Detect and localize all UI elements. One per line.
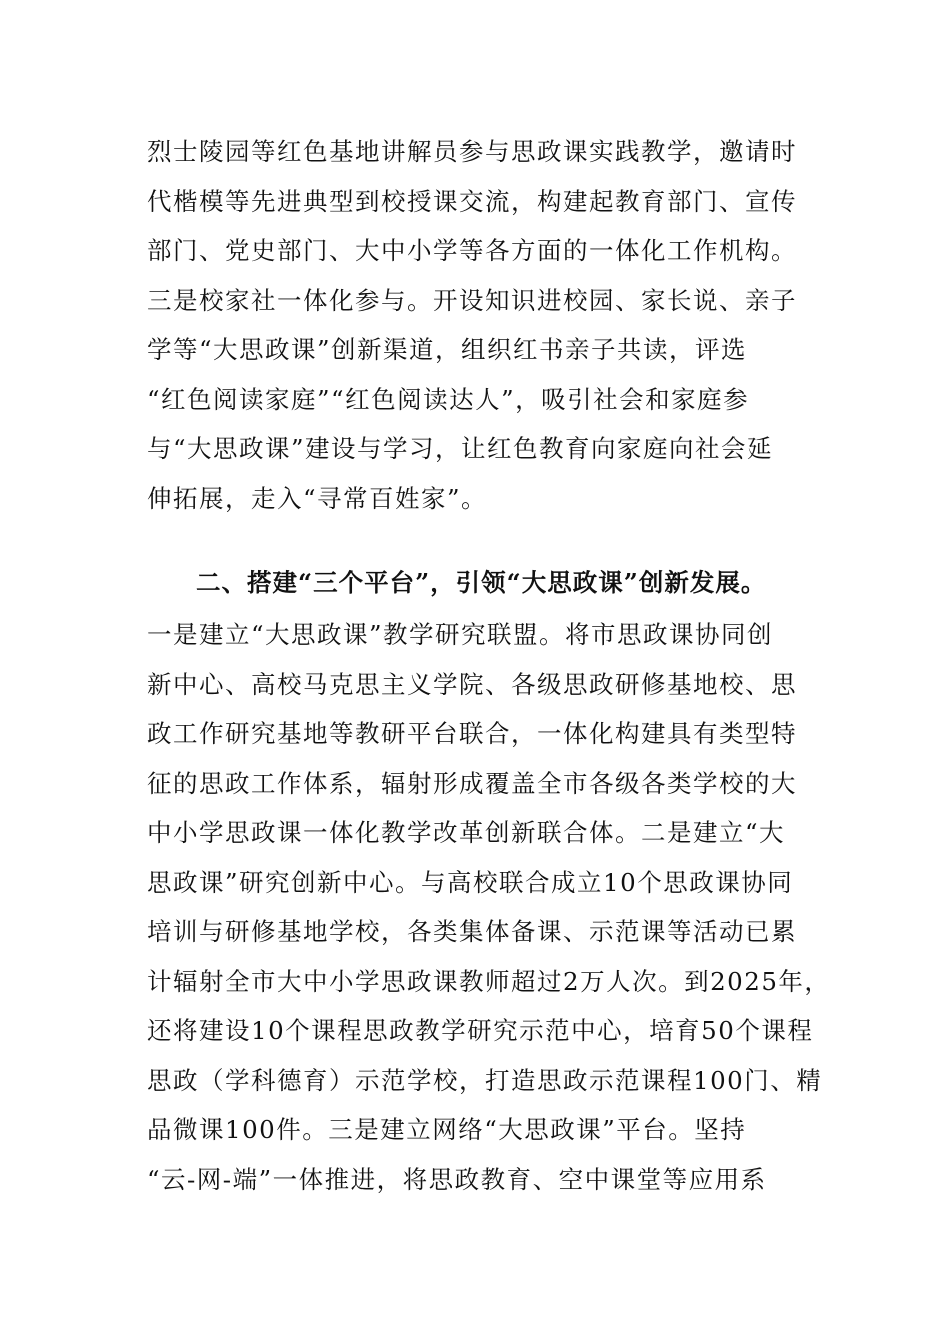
body-text-line: 品微课100件。三是建立网络“大思政课”平台。坚持 — [147, 1115, 747, 1144]
body-text-line: 思政课”研究创新中心。与高校联合成立10个思政课协同 — [147, 868, 794, 897]
body-text-line: 烈士陵园等红色基地讲解员参与思政课实践教学，邀请时 — [147, 137, 797, 166]
body-text-line: 伸拓展，走入“寻常百姓家”。 — [147, 484, 488, 513]
body-text-line: 与“大思政课”建设与学习，让红色教育向家庭向社会延 — [147, 434, 774, 463]
body-text-line: “云-网-端”一体推进，将思政教育、空中课堂等应用系 — [147, 1165, 767, 1194]
body-text-line: 一是建立“大思政课”教学研究联盟。将市思政课协同创 — [147, 620, 774, 649]
body-text-line: 代楷模等先进典型到校授课交流，构建起教育部门、宣传 — [147, 187, 797, 216]
body-text-line: 部门、党史部门、大中小学等各方面的一体化工作机构。 — [147, 236, 797, 265]
body-text-line: “红色阅读家庭”“红色阅读达人”，吸引社会和家庭参 — [147, 385, 750, 414]
body-text-line: 学等“大思政课”创新渠道，组织红书亲子共读，评选 — [147, 335, 748, 364]
body-text-line: 思政（学科德育）示范学校，打造思政示范课程100门、精 — [147, 1066, 823, 1095]
body-text-line: 政工作研究基地等教研平台联合，一体化构建具有类型特 — [147, 719, 797, 748]
body-text-line: 新中心、高校马克思主义学院、各级思政研修基地校、思 — [147, 670, 797, 699]
body-text-line: 培训与研修基地学校，各类集体备课、示范课等活动已累 — [147, 917, 797, 946]
body-text-line: 计辐射全市大中小学思政课教师超过2万人次。到2025年， — [147, 967, 831, 996]
body-text-line: 征的思政工作体系，辐射形成覆盖全市各级各类学校的大 — [147, 769, 797, 798]
section-heading: 二、搭建“三个平台”，引领“大思政课”创新发展。 — [196, 568, 767, 597]
body-text-line: 中小学思政课一体化教学改革创新联合体。二是建立“大 — [147, 818, 786, 847]
body-text-line: 还将建设10个课程思政教学研究示范中心，培育50个课程 — [147, 1016, 814, 1045]
body-text-line: 三是校家社一体化参与。开设知识进校园、家长说、亲子 — [147, 286, 797, 315]
